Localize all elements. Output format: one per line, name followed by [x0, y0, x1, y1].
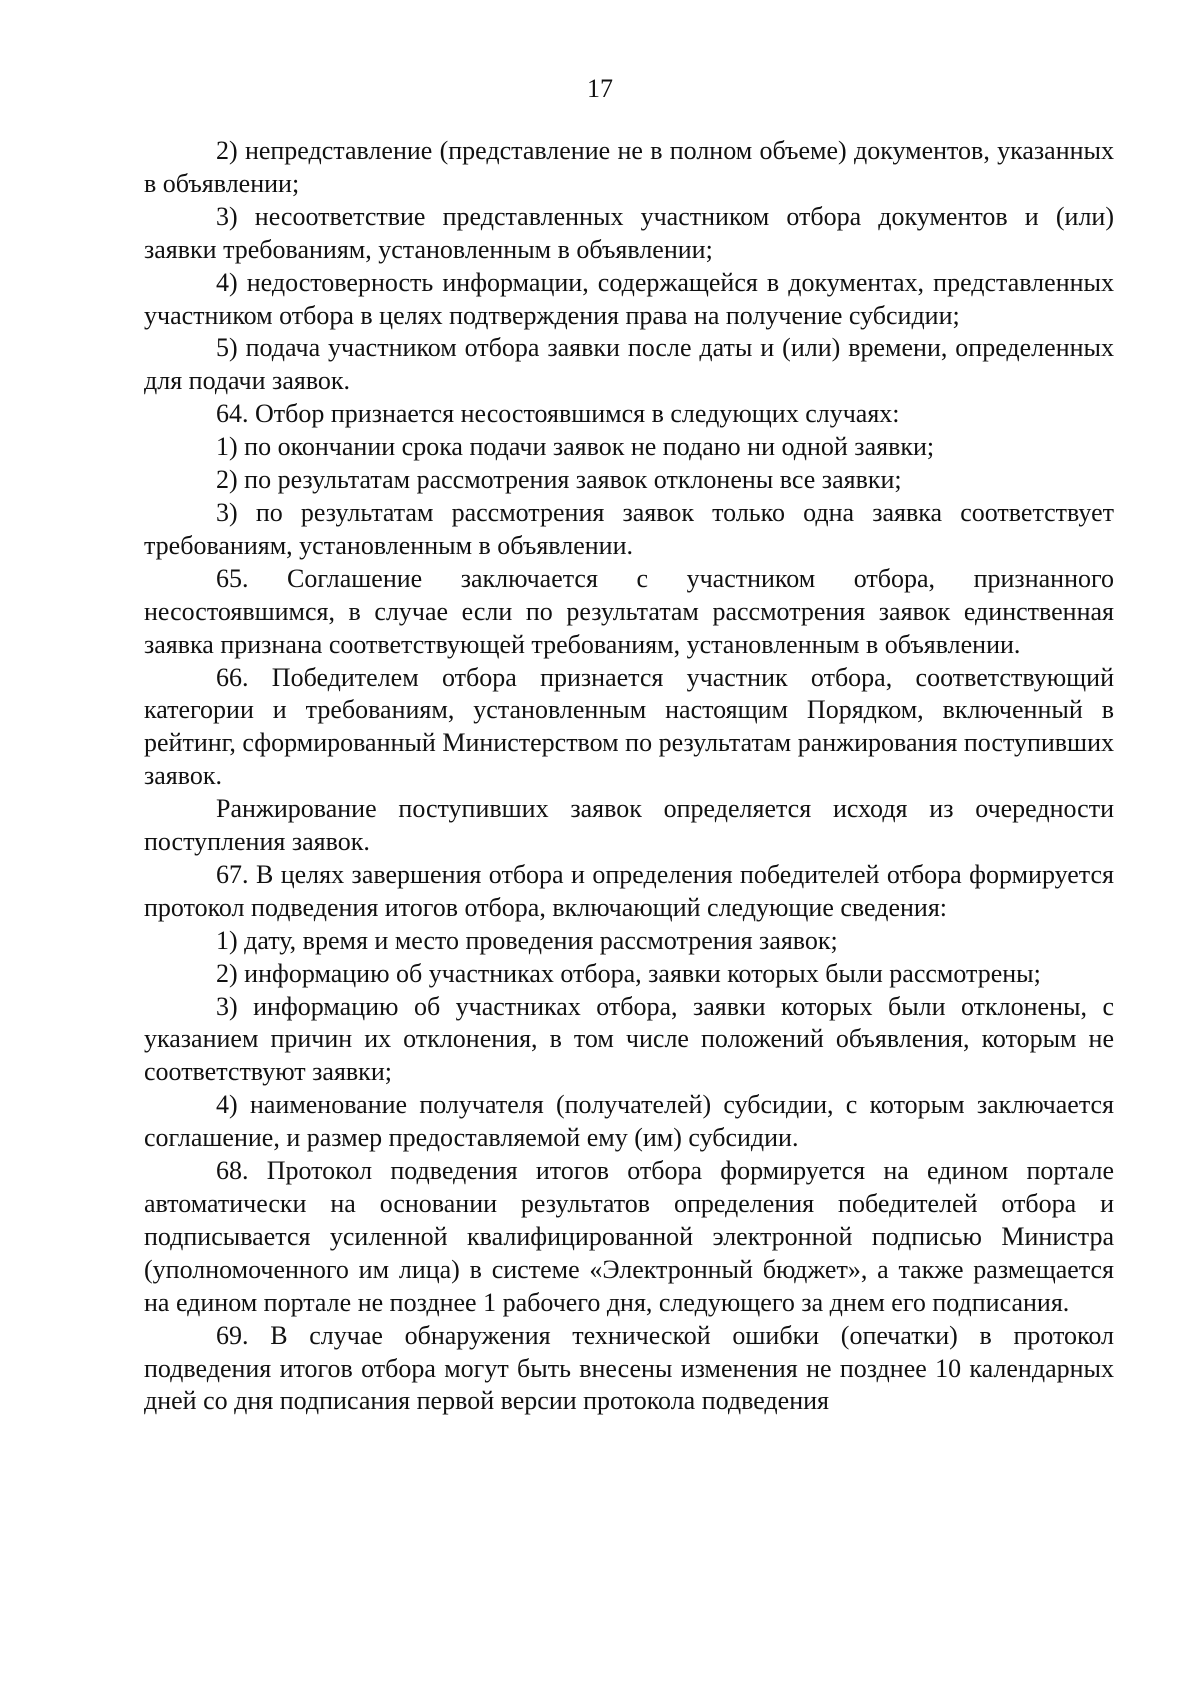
- paragraph-64-item-2: 2) по результатам рассмотрения заявок отклонены все заявки;: [216, 465, 902, 495]
- paragraph-69: 69. В случае обнаружения технической ошибки (опечатки) в протокол подведения итогов отбора могут быть внесены изменения не позднее 10 календарных дней со дня подписания первой версии протокола подведения: [144, 1320, 1114, 1416]
- paragraph-65: 65. Соглашение заключается с участником отбора, признанного несостоявшимся, в случае если по результатам рассмотрения заявок единственная заявка признана соответствующей требованиям, установленным в объявлении.: [144, 563, 1114, 659]
- paragraph-67: 67. В целях завершения отбора и определения победителей отбора формируется протокол подведения итогов отбора, включающий следующие сведения:: [144, 859, 1114, 922]
- paragraph-67-item-2: 2) информацию об участниках отбора, заявки которых были рассмотрены;: [216, 958, 1041, 988]
- paragraph-67-item-1: 1) дату, время и место проведения рассмотрения заявок;: [216, 925, 838, 955]
- paragraph-64-item-3: 3) по результатам рассмотрения заявок только одна заявка соответствует требованиям, установленным в объявлении.: [144, 497, 1114, 560]
- paragraph-item-5-late-submission: 5) подача участником отбора заявки после даты и (или) времени, определенных для подачи заявок.: [144, 333, 1114, 396]
- paragraph-67-item-3: 3) информацию об участниках отбора, заявки которых были отклонены, с указанием причин их отклонения, в том числе положений объявления, которым не соответствуют заявки;: [144, 991, 1114, 1087]
- paragraph-67-item-4: 4) наименование получателя (получателей) субсидии, с которым заключается соглашение, и размер предоставляемой ему (им) субсидии.: [144, 1090, 1114, 1153]
- paragraph-64: 64. Отбор признается несостоявшимся в следующих случаях:: [216, 399, 900, 429]
- page-number: 17: [587, 74, 613, 103]
- paragraph-64-item-1: 1) по окончании срока подачи заявок не подано ни одной заявки;: [216, 432, 935, 462]
- paragraph-68: 68. Протокол подведения итогов отбора формируется на едином портале автоматически на основании результатов определения победителей отбора и подписывается усиленной квалифицированной электронной подписью Министра (уполномоченного им лица) в системе «Электронный бюджет», а также размещается на едином портале не позднее 1 рабочего дня, следующего за днем его подписания.: [144, 1156, 1114, 1317]
- paragraph-item-2-nonsubmission: 2) непредставление (представление не в полном объеме) документов, указанных в объявлении;: [144, 136, 1114, 198]
- document-body: [144, 135, 1114, 1418]
- paragraph-item-4-unreliability: 4) недостоверность информации, содержащейся в документах, представленных участником отбора в целях подтверждения права на получение субсидии;: [144, 267, 1114, 330]
- paragraph-item-3-noncompliance: 3) несоответствие представленных участником отбора документов и (или) заявки требованиям, установленным в объявлении;: [144, 201, 1114, 264]
- paragraph-66: 66. Победителем отбора признается участник отбора, соответствующий категории и требованиям, установленным настоящим Порядком, включенный в рейтинг, сформированный Министерством по результатам ранжирования поступивших заявок.: [144, 662, 1114, 791]
- paragraph-66-ranking: Ранжирование поступивших заявок определяется исходя из очередности поступления заявок.: [144, 794, 1114, 857]
